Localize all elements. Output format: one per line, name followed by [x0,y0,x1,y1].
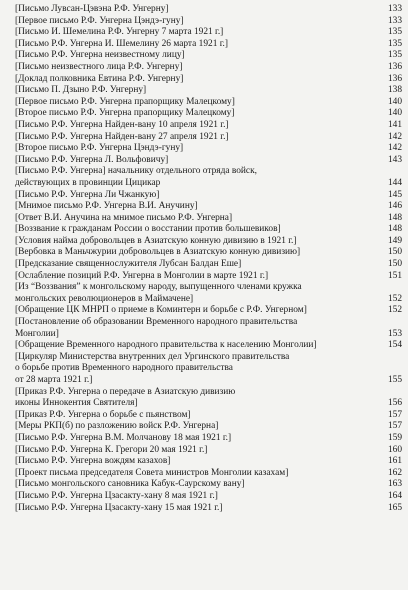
toc-entry-title: [Приказ Р.Ф. Унгерна о борьбе с пьянством] [15,409,191,420]
toc-entry [12,456,404,468]
toc-entry-page-number: 163 [387,479,402,490]
toc-entry-page-number: 142 [387,131,402,142]
toc-entry-page-number: 149 [387,235,402,246]
toc-entry-title: [Письмо И. Шемелина Р.Ф. Унгерну 7 марта 1921 г.] [15,27,224,38]
toc-entry-title: [Письмо Р.Ф. Унгерна неизвестному лицу] [15,50,185,61]
toc-entry-title: [Письмо монгольского сановника Кабук-Саурскому вану] [15,479,245,490]
toc-entry-page-number: 160 [387,444,402,455]
toc-entry-page-number: 143 [387,154,402,165]
toc-entry [12,491,404,503]
toc-entry [12,74,404,86]
toc-entry-title: [Письмо Р.Ф. Унгерна Найден-вану 10 апреля 1921 г.] [15,119,229,130]
toc-entry [12,190,404,202]
toc-entry-page-number: 157 [387,421,402,432]
toc-entry-title: [Письмо Р.Ф. Унгерна] начальнику отдельного отряда войск, действующих в провинции Цицикар [15,166,257,188]
toc-entry [12,166,404,189]
toc-entry-title: [Первое письмо Р.Ф. Унгерна прапорщику Малецкому] [15,96,235,107]
toc-entry-title: [Из “Воззвания” к монгольскому народу, выпущенного членами кружка монгольских революционеров в Маймачене] [15,282,302,304]
toc-entry-title: [Воззвание к гражданам России о восстании против большевиков] [15,224,281,235]
toc-entry-title: [Доклад полковника Евтина Р.Ф. Унгерну] [15,73,184,84]
toc-entry-page-number: 150 [387,247,402,258]
toc-entry [12,468,404,480]
toc-entry-title: [Первое письмо Р.Ф. Унгерна Цэндэ-гуну] [15,15,184,26]
toc-entry [12,213,404,225]
toc-entry-page-number: 159 [387,432,402,443]
toc-entry-title: [Вербовка в Маньчжурии добровольцев в Азиатскую конную дивизию] [15,247,301,258]
toc-entry [12,352,404,387]
toc-entry-page-number: 152 [387,305,402,316]
toc-entry [12,340,404,352]
toc-entry-page-number: 146 [387,201,402,212]
toc-entry-page-number: 142 [387,143,402,154]
toc-entry-title: [Условия найма добровольцев в Азиатскую конную дивизию в 1921 г.] [15,235,297,246]
toc-entry [12,503,404,515]
toc-entry-page-number: 135 [387,27,402,38]
toc-entry-title: [Обращение ЦК МНРП о приеме в Коминтерн и борьбе с Р.Ф. Унгерном] [15,305,307,316]
toc-entry-title: [Второе письмо Р.Ф. Унгерна прапорщику Малецкому] [15,108,235,119]
toc-entry-title: [Обращение Временного народного правительства к населению Монголии] [15,340,317,351]
toc-entry-page-number: 136 [387,61,402,72]
toc-entry [12,120,404,132]
toc-entry-title: [Второе письмо Р.Ф. Унгерна Цэндэ-гуну] [15,143,184,154]
toc-entry [12,317,404,340]
toc-entry [12,97,404,109]
toc-entry [12,4,404,16]
toc-entry-title: [Письмо Р.Ф. Унгерна И. Шемелину 26 марта 1921 г.] [15,38,228,49]
toc-entry-title: [Письмо Р.Ф. Унгерна Л. Вольфовичу] [15,154,169,165]
toc-entry [12,16,404,28]
toc-entry-page-number: 153 [387,328,402,339]
toc-entry-page-number: 138 [387,85,402,96]
toc-entry-page-number: 155 [387,375,402,385]
toc-entry-page-number: 136 [387,73,402,84]
toc-entry [12,305,404,317]
toc-entry [12,387,404,410]
toc-entry-page-number: 148 [387,224,402,235]
toc-entry [12,433,404,445]
toc-entry-page-number: 157 [387,409,402,420]
toc-entry-title: [Меры РКП(б) по разложению войск Р.Ф. Унгерна] [15,421,219,432]
toc-entry [12,155,404,167]
toc-entry-title: [Мнимое письмо Р.Ф. Унгерна В.И. Анучину] [15,201,198,212]
toc-entry-title: [Письмо Лувсан-Цэвэна Р.Ф. Унгерну] [15,4,169,14]
toc-entry [12,62,404,74]
toc-entry-page-number: 152 [387,293,402,304]
toc-entry-page-number: 140 [387,108,402,119]
toc-entry [12,85,404,97]
toc-entry [12,259,404,271]
toc-entry-title: [Приказ Р.Ф. Унгерна о передаче в Азиатскую дивизию иконы Иннокентия Святителя] [15,386,236,409]
toc-entry-page-number: 165 [387,502,402,513]
toc-entry [12,27,404,39]
toc-entry [12,132,404,144]
toc-entry-page-number: 150 [387,259,402,270]
toc-entry-title: [Письмо Р.Ф. Унгерна В.М. Молчанову 18 мая 1921 г.] [15,432,232,443]
toc-entry-page-number: 145 [387,189,402,200]
toc-entry-title: [Письмо Р.Ф. Унгерна Цзасакту-хану 15 мая 1921 г.] [15,502,223,513]
toc-entry-page-number: 135 [387,50,402,61]
toc-entry [12,421,404,433]
toc-entry-title: [Письмо Р.Ф. Унгерна вождям казахов] [15,456,171,467]
toc-entry-page-number: 133 [387,4,402,14]
toc-entry-page-number: 164 [387,490,402,501]
toc-entry-title: [Письмо Р.Ф. Унгерна Цзасакту-хану 8 мая 1921 г.] [15,490,218,501]
toc-entry [12,201,404,213]
toc-entry-title: [Письмо Р.Ф. Унгерна Найден-вану 27 апреля 1921 г.] [15,131,229,142]
toc-entry-page-number: 144 [387,177,402,188]
toc-entry [12,50,404,62]
toc-entry-page-number: 135 [387,38,402,49]
toc-entry [12,410,404,422]
toc-entry [12,236,404,248]
toc-entry [12,39,404,51]
toc-entry-title: [Письмо Р.Ф. Унгерна К. Грегори 20 мая 1921 г.] [15,444,208,455]
toc-entry-page-number: 162 [387,467,402,478]
toc-entry-title: [Предсказание священнослужителя Лубсан Балдан Еше] [15,259,242,270]
toc-entry [12,224,404,236]
toc-entry-title: [Письмо П. Дзыно Р.Ф. Унгерну] [15,85,147,96]
toc-entry [12,247,404,259]
toc-entry-page-number: 141 [387,119,402,130]
toc-entry [12,282,404,305]
toc-entry [12,479,404,491]
toc-entry-page-number: 151 [387,270,402,281]
toc-entry-title: [Проект письма председателя Совета министров Монголии казахам] [15,467,289,478]
toc-entry [12,143,404,155]
toc-entry-title: [Ослабление позиций Р.Ф. Унгерна в Монголии в марте 1921 г.] [15,270,269,281]
toc-entry-title: [Ответ В.И. Анучина на мнимое письмо Р.Ф. Унгерна] [15,212,233,223]
toc-entry-page-number: 148 [387,212,402,223]
toc-entry [12,445,404,457]
toc-entry-title: [Письмо Р.Ф. Унгерна Ли Чжанкую] [15,189,160,200]
toc-entry [12,271,404,283]
toc-entry-page-number: 133 [387,15,402,26]
toc-entry-title: [Циркуляр Министерства внутренних дел Ургинского правительства о борьбе против Временного народного правительства от 28 марта 1921 г.] [15,351,290,385]
toc-entry [12,108,404,120]
toc-entry-page-number: 154 [387,340,402,351]
toc-entry-page-number: 156 [387,398,402,409]
toc-entry-page-number: 140 [387,96,402,107]
toc-entry-page-number: 161 [387,456,402,467]
table-of-contents [12,4,404,514]
toc-entry-title: [Постановление об образовании Временного народного правительства Монголии] [15,317,298,339]
toc-entry-title: [Письмо неизвестного лица Р.Ф. Унгерну] [15,61,183,72]
